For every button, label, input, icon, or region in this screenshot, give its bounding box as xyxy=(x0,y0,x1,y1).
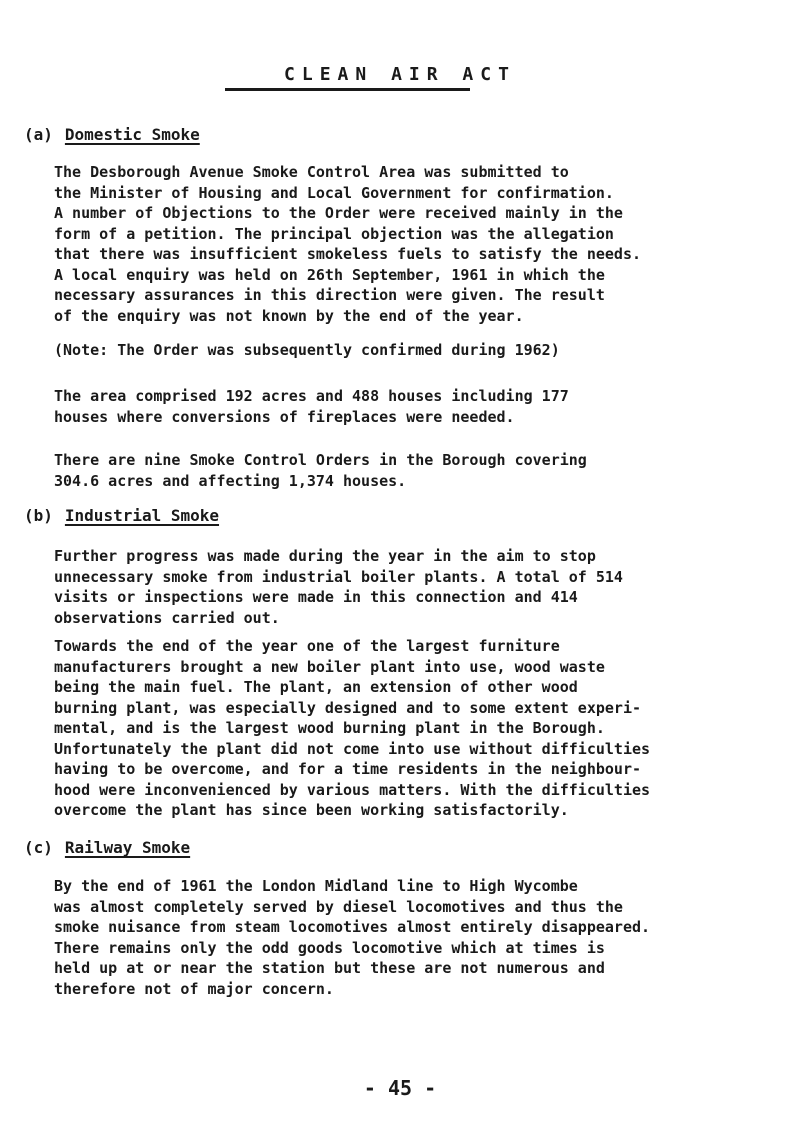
section-heading-text: Domestic Smoke xyxy=(64,125,200,144)
paragraph-domestic-2: The area comprised 192 acres and 488 houses including 177 houses where conversions of fireplaces were needed. xyxy=(54,387,569,426)
section-heading-text: Railway Smoke xyxy=(64,838,191,857)
paragraph-domestic-1: The Desborough Avenue Smoke Control Area was submitted to the Minister of Housing and Local Government for confirmation. A number of Objections to the Order were received mainly in the form of a petition. The principal objection was the allegation that there was insufficient smokeless fuels to satisfy the needs. A local enquiry was held on 26th September, 1961 in which the necessary assurances in this direction were given. The result of the enquiry was not known by the end of the year. xyxy=(54,163,641,325)
paragraph-industrial-1: Further progress was made during the year in the aim to stop unnecessary smoke from industrial boiler plants. A total of 514 visits or inspections were made in this connection and 414 observations carried out. xyxy=(54,547,623,627)
title-underline xyxy=(225,88,470,91)
paragraph-railway-1: By the end of 1961 the London Midland line to High Wycombe was almost completely served by diesel locomotives and thus the smoke nuisance from steam locomotives almost entirely disappeared. There remains only the odd goods locomotive which at times is held up at or near the station but these are not numerous and therefore not of major concern. xyxy=(54,877,651,998)
section-label: (b) xyxy=(24,506,53,525)
paragraph-domestic-3: There are nine Smoke Control Orders in the Borough covering 304.6 acres and affecting 1,374 houses. xyxy=(54,451,587,490)
paragraph-domestic-note: (Note: The Order was subsequently confirmed during 1962) xyxy=(54,341,560,359)
page-title: CLEAN AIR ACT xyxy=(284,64,516,85)
paragraph-industrial-2: Towards the end of the year one of the largest furniture manufacturers brought a new boiler plant into use, wood waste being the main fuel. The plant, an extension of other wood burning plant, was especially designed and to some extent experi- mental, and is the largest wood burning plant in the Borough. Unfortunately the plant did not come into use without difficulties having to be overcome, and for a time residents in the neighbour- hood were inconvenienced by various matters. With the difficulties overcome the plant has since been working satisfactorily. xyxy=(54,637,651,819)
section-heading-text: Industrial Smoke xyxy=(64,506,220,525)
section-label: (a) xyxy=(24,125,53,144)
page-number: - 45 - xyxy=(363,1076,437,1100)
section-heading-domestic-smoke xyxy=(24,125,200,144)
section-heading-railway-smoke xyxy=(24,838,190,857)
section-heading-industrial-smoke xyxy=(24,506,219,525)
section-label: (c) xyxy=(24,838,53,857)
